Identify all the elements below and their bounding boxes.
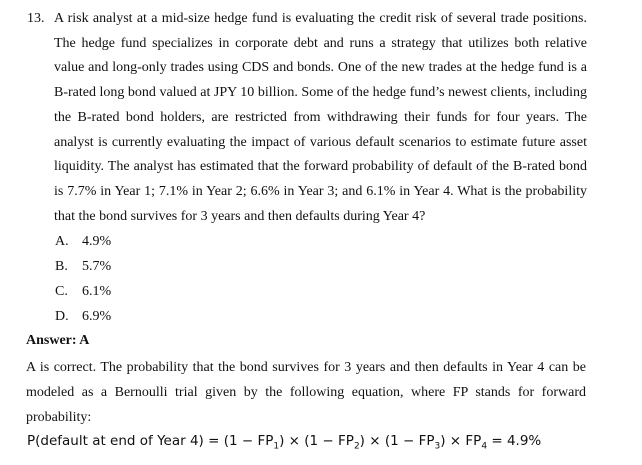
choice-b [55,257,111,277]
formula-sub-4: 4 [481,441,488,452]
choice-a [55,232,111,252]
choice-c [55,282,111,302]
choice-letter: C. [55,284,68,299]
formula-part-4: ) × FP [440,433,482,449]
explanation-text: A is correct. The probability that the bond survives for 3 years and then defaults in Year 4 can be modeled as a Bernoulli trial given by the following equation, where FP stands for forward probability: [26,360,586,425]
formula-rhs: = 4.9% [487,433,542,449]
formula-sub-1: 1 [273,441,280,452]
formula-part-3: ) × (1 − FP [359,433,435,449]
choice-value: 6.9% [82,309,112,324]
formula-part-2: ) × (1 − FP [279,433,354,449]
probability-formula [27,431,541,457]
choice-value: 4.9% [82,234,112,249]
question-number: 13. [27,11,45,26]
formula-sub-3: 3 [434,441,441,452]
choice-value: 5.7% [82,259,112,274]
answer-label: Answer: A [26,333,90,348]
choice-d [55,307,111,327]
formula-lhs: P(default at end of Year 4) = (1 − FP [27,433,274,449]
question-text: A risk analyst at a mid-size hedge fund is evaluating the credit risk of several trade positions. The hedge fund specializes in corporate debt and runs a strategy that utilizes both relative value and long-only trades using CDS and bonds. One of the new trades at the hedge fund is a B-rated long bond valued at JPY 10 billion. Some of the hedge fund’s newest clients, including the B-rated bond holders, are restricted from withdrawing their funds for four years. The analyst is currently evaluating the impact of various default scenarios to estimate future asset liquidity. The analyst has estimated that the forward probability of default of the B-rated bond is 7.7% in Year 1; 7.1% in Year 2; 6.6% in Year 3; and 6.1% in Year 4. What is the probability that the bond survives for 3 years and then defaults during Year 4? [54,11,587,224]
choice-letter: A. [55,234,69,249]
choice-letter: D. [55,309,69,324]
choice-value: 6.1% [82,284,112,299]
formula-sub-2: 2 [353,441,360,452]
choice-letter: B. [55,259,68,274]
